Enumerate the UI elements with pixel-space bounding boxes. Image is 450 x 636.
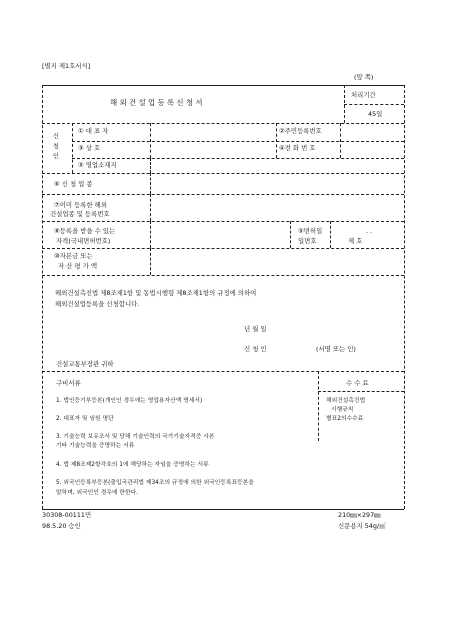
capital-label-2: 자 산 평 가 액 (58, 262, 97, 270)
document-item-5-cont: 말하며, 외국인인 경우에 한한다. (56, 490, 139, 496)
representative-label: ① 대 표 자 (78, 127, 109, 135)
trade-name-label: ③ 상 호 (78, 144, 101, 152)
addressee: 건설교통부장관 귀하 (56, 360, 114, 368)
seal-note: (서명 또는 인) (316, 345, 356, 353)
license-value-divider (330, 221, 331, 248)
license-number-suffix: 제 호 (348, 237, 363, 245)
license-date-dots: . . (366, 227, 373, 235)
paper-size: 210㎜×297㎜ (338, 511, 381, 519)
business-type-label: ⑥ 신 청 업 종 (54, 180, 93, 188)
page-side-label: (앞 쪽) (354, 73, 374, 81)
processing-period-label: 처리기간 (351, 91, 376, 99)
license-date-divider (290, 221, 291, 248)
row-line-rep (72, 141, 404, 142)
document-item-1: 1. 법인등기부등본(개인인 경우에는 영업용자산액 명세서) (56, 398, 203, 404)
prior-registration-label-2: 건설업종 및 등록번호 (50, 210, 110, 218)
capital-divider (150, 248, 151, 275)
qualification-label-1: ⑧등록을 받을 수 있는 (54, 227, 116, 235)
document-item-2: 2. 대표자 및 임원 명단 (56, 416, 114, 422)
row-line-qualification (42, 248, 404, 249)
processing-line (344, 104, 404, 105)
resident-number-label: ②주민등록번호 (279, 127, 322, 135)
declaration-line-1: 해외건설촉진법 제8조제1항 및 동법시행령 제8조제1항의 규정에 의하여 (55, 289, 257, 297)
fee-text-3: 별표2의수수료 (326, 416, 364, 422)
capital-label-1: ⑩자본금 또는 (54, 252, 93, 260)
frame-left (42, 85, 43, 509)
prior-registration-label-1: ⑦이미 등록한 해외 (54, 201, 108, 209)
documents-header: 구비서류 (56, 379, 81, 387)
row-line-applicant (42, 173, 404, 174)
frame-right (404, 85, 405, 509)
fee-divider (318, 371, 319, 441)
fee-header-line (318, 391, 404, 392)
row-line-capital (42, 275, 404, 276)
declaration-date: 년 월 일 (244, 325, 267, 333)
fee-text-1: 해외건설촉진법 (326, 398, 366, 404)
document-item-5: 5. 외국인등록부등본(출입국관리법 제34조의 규정에 의한 외국인등록표등본을 (56, 480, 254, 486)
document-item-3: 3. 기술능력 보유조서 및 당해 기술인력의 국가기술자격증 사본 (56, 434, 215, 440)
document-item-3-cont: 기타 기술능력을 증명하는 서류 (56, 443, 135, 449)
form-code: 30308-00111민 (42, 511, 92, 519)
qualification-divider (150, 221, 151, 248)
declaration-line-2: 해외건설업등록을 신청합니다. (55, 300, 140, 308)
row-line-trade (72, 158, 404, 159)
license-date-label-2: 일면호 (298, 237, 317, 245)
processing-period-value: 45일 (368, 110, 383, 118)
document-item-4: 4. 법 제8조제2항각호의 1에 해당하는 자임을 증명하는 서류 (56, 462, 209, 468)
row-line-business (42, 194, 404, 195)
frame-bottom (42, 509, 404, 510)
prior-registration-divider (150, 194, 151, 221)
applicant-divider (72, 123, 73, 173)
phone-label: ④전 화 번 호 (279, 144, 316, 152)
fee-text-2: 시행규칙 (331, 407, 354, 413)
applicant-group-label: 신 청 인 (52, 132, 60, 160)
fee-header: 수 수 료 (346, 379, 369, 387)
qualification-label-2: 자격(국내면허번호) (56, 237, 111, 245)
office-divider (150, 158, 151, 173)
approval-date: 98.5.20 승인 (42, 522, 81, 530)
row-line-title (42, 123, 404, 124)
applicant-signature-label: 신 청 인 (244, 345, 267, 353)
license-date-label-1: ⑤면허일 (298, 227, 323, 235)
row-line-prior (42, 221, 404, 222)
frame-top (42, 85, 404, 86)
office-label: ⑤ 영업소재지 (78, 161, 117, 169)
paper-type: 신문용지 54g/㎡ (338, 522, 386, 530)
business-type-divider (150, 173, 151, 194)
form-title: 해 외 건 설 업 등 록 신 청 서 (110, 98, 203, 107)
row-line-declaration (42, 371, 404, 372)
form-id: [별지 제1호서식] (42, 62, 91, 70)
